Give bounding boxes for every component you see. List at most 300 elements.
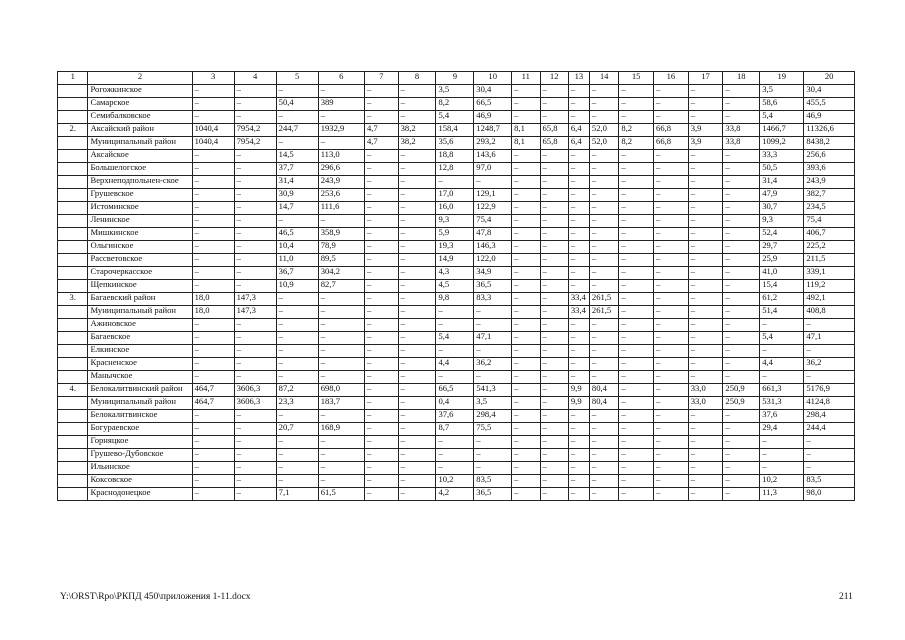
table-cell: – [723, 436, 760, 449]
table-cell: 36,7 [276, 267, 318, 280]
table-cell: 119,2 [804, 280, 855, 293]
table-cell: – [512, 228, 540, 241]
territory-name: Старочеркасское [88, 267, 192, 280]
table-cell: 261,5 [589, 293, 618, 306]
table-row [58, 410, 855, 423]
table-cell: – [234, 267, 276, 280]
table-cell: 129,1 [474, 189, 512, 202]
table-cell: – [723, 215, 760, 228]
table-cell: – [364, 150, 398, 163]
territory-name: Богураевское [88, 423, 192, 436]
table-cell: 50,5 [760, 163, 804, 176]
table-cell: – [688, 371, 723, 384]
table-cell: – [398, 267, 436, 280]
table-cell: – [398, 215, 436, 228]
table-cell: – [760, 436, 804, 449]
table-cell: – [723, 202, 760, 215]
table-cell: – [234, 98, 276, 111]
table-cell: – [619, 436, 654, 449]
table-cell: 4,7 [364, 124, 398, 137]
table-cell: – [398, 254, 436, 267]
table-cell: – [398, 228, 436, 241]
table-cell: 211,5 [804, 254, 855, 267]
table-cell: – [512, 358, 540, 371]
table-cell: – [723, 280, 760, 293]
table-cell: 4,7 [364, 137, 398, 150]
table-cell: – [276, 436, 318, 449]
table-cell: – [589, 449, 618, 462]
table-header-row [58, 72, 855, 85]
table-cell: 16,0 [436, 202, 474, 215]
table-cell: – [619, 306, 654, 319]
table-cell: – [540, 488, 568, 501]
table-cell: – [234, 449, 276, 462]
table-cell: – [723, 254, 760, 267]
table-cell: 31,4 [276, 176, 318, 189]
table-cell: – [619, 423, 654, 436]
table-cell: – [688, 423, 723, 436]
column-header: 20 [804, 72, 855, 85]
table-row [58, 345, 855, 358]
row-number [58, 488, 88, 501]
table-cell: – [589, 358, 618, 371]
table-row [58, 475, 855, 488]
table-cell: – [568, 436, 589, 449]
row-number [58, 397, 88, 410]
territory-name: Белокалитвинское [88, 410, 192, 423]
table-cell: – [318, 371, 364, 384]
table-cell: – [688, 98, 723, 111]
column-header: 11 [512, 72, 540, 85]
table-cell: – [398, 397, 436, 410]
table-cell: 531,3 [760, 397, 804, 410]
table-cell: – [318, 462, 364, 475]
table-cell: – [723, 241, 760, 254]
table-cell: – [540, 189, 568, 202]
table-cell: – [192, 241, 234, 254]
table-cell: – [540, 345, 568, 358]
table-cell: – [568, 189, 589, 202]
table-cell: – [436, 176, 474, 189]
table-cell: 89,5 [318, 254, 364, 267]
table-cell: – [688, 150, 723, 163]
table-cell: 183,7 [318, 397, 364, 410]
column-header: 14 [589, 72, 618, 85]
table-cell: – [589, 215, 618, 228]
table-cell: 6,4 [568, 124, 589, 137]
table-cell: – [723, 462, 760, 475]
table-cell: – [192, 410, 234, 423]
table-cell: – [436, 345, 474, 358]
row-number [58, 241, 88, 254]
table-cell: – [512, 449, 540, 462]
table-cell: 66,5 [436, 384, 474, 397]
table-cell: – [723, 306, 760, 319]
table-cell: 455,5 [804, 98, 855, 111]
table-cell: 20,7 [276, 423, 318, 436]
column-header: 2 [88, 72, 192, 85]
table-cell: 58,6 [760, 98, 804, 111]
row-number [58, 163, 88, 176]
table-cell: – [589, 176, 618, 189]
territory-name: Мишкинское [88, 228, 192, 241]
table-cell: – [723, 410, 760, 423]
table-cell: – [540, 267, 568, 280]
table-cell: – [474, 319, 512, 332]
table-cell: 1040,4 [192, 137, 234, 150]
row-number [58, 98, 88, 111]
table-cell: 8,2 [436, 98, 474, 111]
territory-name: Семибалковское [88, 111, 192, 124]
table-cell: – [436, 319, 474, 332]
column-header: 10 [474, 72, 512, 85]
table-cell: – [234, 111, 276, 124]
table-cell: – [192, 488, 234, 501]
table-cell: – [398, 306, 436, 319]
table-cell: 389 [318, 98, 364, 111]
table-cell: – [512, 189, 540, 202]
table-cell: 47,1 [474, 332, 512, 345]
table-cell: – [512, 85, 540, 98]
table-cell: – [192, 449, 234, 462]
table-cell: 492,1 [804, 293, 855, 306]
table-cell: – [192, 319, 234, 332]
table-cell: – [723, 176, 760, 189]
row-number [58, 475, 88, 488]
table-cell: – [398, 280, 436, 293]
table-cell: – [234, 410, 276, 423]
table-cell: – [192, 215, 234, 228]
table-cell: – [723, 85, 760, 98]
territory-name: Аксайское [88, 150, 192, 163]
table-cell: 97,0 [474, 163, 512, 176]
territory-name: Ольгинское [88, 241, 192, 254]
row-number [58, 111, 88, 124]
table-cell: – [688, 85, 723, 98]
table-cell: – [364, 228, 398, 241]
table-cell: 30,4 [804, 85, 855, 98]
table-cell: 37,6 [760, 410, 804, 423]
table-cell: 31,4 [760, 176, 804, 189]
row-number [58, 254, 88, 267]
table-row [58, 163, 855, 176]
table-cell: – [364, 215, 398, 228]
row-number [58, 319, 88, 332]
table-cell: – [512, 384, 540, 397]
table-cell: – [276, 371, 318, 384]
table-cell: 36,5 [474, 280, 512, 293]
table-cell: 0,4 [436, 397, 474, 410]
column-header: 4 [234, 72, 276, 85]
table-cell: – [234, 423, 276, 436]
table-cell: – [364, 189, 398, 202]
table-cell: – [192, 267, 234, 280]
table-row [58, 267, 855, 280]
table-cell: – [654, 228, 689, 241]
table-cell: – [512, 345, 540, 358]
territory-name: Самарское [88, 98, 192, 111]
page-number: 211 [839, 592, 853, 602]
table-cell: 250,9 [723, 384, 760, 397]
table-cell: – [568, 241, 589, 254]
table-cell: 11,3 [760, 488, 804, 501]
table-cell: 1248,7 [474, 124, 512, 137]
table-cell: 10,2 [760, 475, 804, 488]
table-cell: – [234, 254, 276, 267]
table-cell: 29,7 [760, 241, 804, 254]
territory-name: Елкинское [88, 345, 192, 358]
table-cell: 661,3 [760, 384, 804, 397]
table-cell: – [589, 254, 618, 267]
table-cell: 65,8 [540, 137, 568, 150]
table-cell: – [192, 358, 234, 371]
table-cell: – [589, 189, 618, 202]
table-cell: – [688, 267, 723, 280]
table-cell: – [192, 345, 234, 358]
row-number [58, 449, 88, 462]
table-cell: – [276, 332, 318, 345]
table-row [58, 85, 855, 98]
table-row [58, 319, 855, 332]
table-cell: 122,0 [474, 254, 512, 267]
table-cell: – [398, 423, 436, 436]
table-cell: 5,4 [436, 332, 474, 345]
table-cell: – [568, 319, 589, 332]
table-cell: – [568, 475, 589, 488]
table-cell: 36,5 [474, 488, 512, 501]
table-cell: – [364, 319, 398, 332]
table-cell: 11,0 [276, 254, 318, 267]
table-cell: 34,9 [474, 267, 512, 280]
table-cell: – [540, 293, 568, 306]
table-cell: – [398, 345, 436, 358]
table-cell: 382,7 [804, 189, 855, 202]
table-cell: – [398, 176, 436, 189]
table-cell: 80,4 [589, 384, 618, 397]
table-cell: – [654, 150, 689, 163]
column-header: 19 [760, 72, 804, 85]
table-cell: – [192, 462, 234, 475]
table-cell: – [364, 462, 398, 475]
table-cell: – [654, 111, 689, 124]
table-cell: 5,4 [760, 111, 804, 124]
table-cell: – [192, 228, 234, 241]
table-cell: 25,9 [760, 254, 804, 267]
table-cell: – [619, 241, 654, 254]
table-cell: – [589, 319, 618, 332]
table-cell: – [654, 358, 689, 371]
table-row [58, 384, 855, 397]
column-header: 13 [568, 72, 589, 85]
table-cell: – [589, 85, 618, 98]
table-cell: 3,5 [474, 397, 512, 410]
table-cell: – [234, 345, 276, 358]
table-cell: – [540, 397, 568, 410]
table-cell: – [568, 150, 589, 163]
table-cell: 82,7 [318, 280, 364, 293]
table-cell: – [540, 228, 568, 241]
table-cell: – [276, 475, 318, 488]
territory-name: Красненское [88, 358, 192, 371]
column-header: 15 [619, 72, 654, 85]
table-cell: 66,8 [654, 124, 689, 137]
table-cell: 33,8 [723, 124, 760, 137]
table-cell: – [364, 488, 398, 501]
table-cell: – [688, 462, 723, 475]
table-cell: 1932,9 [318, 124, 364, 137]
table-cell: – [234, 280, 276, 293]
table-cell: – [436, 306, 474, 319]
table-cell: – [318, 306, 364, 319]
table-cell: – [568, 267, 589, 280]
table-cell: 33,8 [723, 137, 760, 150]
table-cell: – [589, 475, 618, 488]
table-cell: 408,8 [804, 306, 855, 319]
table-cell: – [398, 488, 436, 501]
table-cell: – [234, 176, 276, 189]
table-cell: – [364, 98, 398, 111]
table-cell: – [398, 163, 436, 176]
table-cell: 698,0 [318, 384, 364, 397]
table-cell: – [276, 358, 318, 371]
table-cell: – [540, 371, 568, 384]
table-cell: – [619, 228, 654, 241]
row-number [58, 215, 88, 228]
row-number [58, 228, 88, 241]
table-cell: – [540, 202, 568, 215]
table-cell: 80,4 [589, 397, 618, 410]
table-cell: – [804, 345, 855, 358]
table-cell: – [364, 397, 398, 410]
table-cell: – [619, 176, 654, 189]
table-cell: 66,8 [654, 137, 689, 150]
territory-name: Щепкинское [88, 280, 192, 293]
table-cell: 9,9 [568, 384, 589, 397]
table-row [58, 189, 855, 202]
row-number [58, 267, 88, 280]
table-cell: 14,7 [276, 202, 318, 215]
table-cell: – [804, 319, 855, 332]
table-cell: 122,9 [474, 202, 512, 215]
table-cell: 87,2 [276, 384, 318, 397]
table-cell: – [512, 436, 540, 449]
table-cell: – [474, 449, 512, 462]
table-cell: 243,9 [804, 176, 855, 189]
table-cell: 30,9 [276, 189, 318, 202]
table-cell: 4,4 [760, 358, 804, 371]
table-cell: – [688, 345, 723, 358]
table-cell: 4,4 [436, 358, 474, 371]
table-cell: – [589, 150, 618, 163]
table-cell: – [192, 254, 234, 267]
table-cell: 464,7 [192, 397, 234, 410]
table-row [58, 436, 855, 449]
table-row [58, 332, 855, 345]
table-cell: – [540, 436, 568, 449]
table-cell: – [619, 163, 654, 176]
table-cell: – [512, 150, 540, 163]
table-cell: – [654, 423, 689, 436]
table-cell: 1099,2 [760, 137, 804, 150]
table-cell: – [512, 254, 540, 267]
table-cell: 464,7 [192, 384, 234, 397]
table-cell: – [234, 202, 276, 215]
table-row [58, 449, 855, 462]
table-cell: – [619, 384, 654, 397]
territory-name: Рассветовское [88, 254, 192, 267]
territory-name: Истоминское [88, 202, 192, 215]
table-cell: 15,4 [760, 280, 804, 293]
table-cell: – [723, 371, 760, 384]
table-cell: – [192, 332, 234, 345]
table-cell: – [589, 202, 618, 215]
table-cell: – [364, 176, 398, 189]
table-cell: – [688, 215, 723, 228]
table-cell: 46,5 [276, 228, 318, 241]
table-cell: 52,0 [589, 124, 618, 137]
table-cell: – [398, 436, 436, 449]
table-cell: – [688, 410, 723, 423]
table-cell: – [654, 319, 689, 332]
table-cell: – [688, 306, 723, 319]
table-cell: – [619, 449, 654, 462]
table-cell: – [192, 475, 234, 488]
table-cell: 11326,6 [804, 124, 855, 137]
table-cell: 36,2 [804, 358, 855, 371]
table-cell: – [276, 449, 318, 462]
table-cell: – [804, 462, 855, 475]
table-cell: – [364, 449, 398, 462]
table-cell: – [540, 85, 568, 98]
table-cell: – [688, 202, 723, 215]
table-cell: – [619, 267, 654, 280]
row-number [58, 137, 88, 150]
table-cell: – [364, 475, 398, 488]
table-cell: 10,4 [276, 241, 318, 254]
column-header: 5 [276, 72, 318, 85]
table-cell: 9,3 [760, 215, 804, 228]
table-cell: – [234, 332, 276, 345]
table-cell: 4,3 [436, 267, 474, 280]
table-cell: – [619, 254, 654, 267]
table-cell: – [540, 462, 568, 475]
table-row [58, 371, 855, 384]
row-number: 4. [58, 384, 88, 397]
table-cell: 3,5 [436, 85, 474, 98]
table-cell: – [619, 98, 654, 111]
table-cell: – [654, 306, 689, 319]
territory-name: Муниципальный район [88, 397, 192, 410]
table-cell: 10,2 [436, 475, 474, 488]
territory-name: Рогожкинское [88, 85, 192, 98]
table-cell: – [364, 293, 398, 306]
table-cell: – [589, 332, 618, 345]
table-cell: – [804, 449, 855, 462]
table-cell: – [192, 423, 234, 436]
table-cell: 225,2 [804, 241, 855, 254]
table-cell: – [589, 345, 618, 358]
table-cell: – [688, 293, 723, 306]
table-cell: 33,3 [760, 150, 804, 163]
table-cell: – [192, 150, 234, 163]
table-cell: – [364, 384, 398, 397]
table-cell: 147,3 [234, 306, 276, 319]
table-row [58, 176, 855, 189]
table-cell: – [654, 410, 689, 423]
column-header: 18 [723, 72, 760, 85]
table-cell: 83,3 [474, 293, 512, 306]
table-cell: – [654, 280, 689, 293]
